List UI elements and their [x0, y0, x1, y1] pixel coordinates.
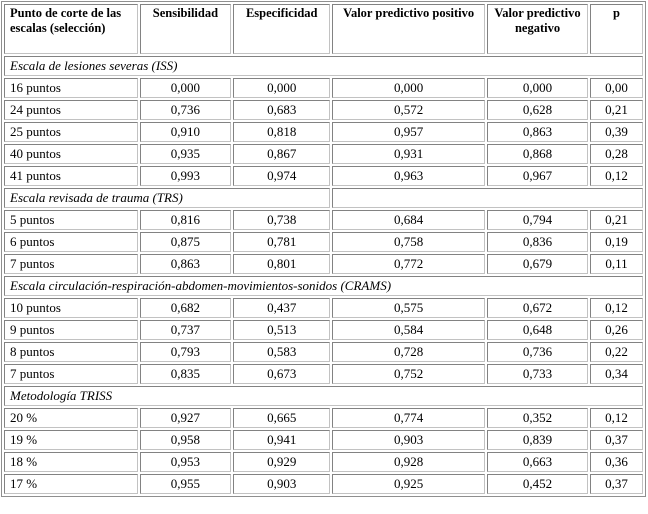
value-cell: 0,801	[233, 254, 330, 274]
value-cell: 0,836	[487, 232, 588, 252]
value-cell: 0,910	[140, 122, 232, 142]
value-cell: 0,684	[332, 210, 485, 230]
value-cell: 0,000	[487, 78, 588, 98]
value-cell: 0,925	[332, 474, 485, 494]
table-row	[4, 408, 643, 428]
value-cell: 0,513	[233, 320, 330, 340]
value-cell: 0,941	[233, 430, 330, 450]
row-label: 7 puntos	[4, 364, 138, 384]
value-cell: 0,673	[233, 364, 330, 384]
value-cell: 0,738	[233, 210, 330, 230]
section-title: Escala circulación-respiración-abdomen-movimientos-sonidos (CRAMS)	[4, 276, 643, 296]
value-cell: 0,927	[140, 408, 232, 428]
row-label: 8 puntos	[4, 342, 138, 362]
section-row	[4, 386, 643, 406]
table-row	[4, 320, 643, 340]
table-row	[4, 78, 643, 98]
value-cell: 0,628	[487, 100, 588, 120]
table-row	[4, 210, 643, 230]
col-header-specificity: Especificidad	[233, 4, 330, 54]
value-cell: 0,958	[140, 430, 232, 450]
section-row	[4, 188, 643, 208]
table-row	[4, 474, 643, 494]
table-row	[4, 298, 643, 318]
row-label: 7 puntos	[4, 254, 138, 274]
value-cell: 0,575	[332, 298, 485, 318]
value-cell: 0,683	[233, 100, 330, 120]
value-cell: 0,34	[590, 364, 643, 384]
value-cell: 0,11	[590, 254, 643, 274]
value-cell: 0,929	[233, 452, 330, 472]
value-cell: 0,36	[590, 452, 643, 472]
value-cell: 0,963	[332, 166, 485, 186]
value-cell: 0,000	[140, 78, 232, 98]
table-row	[4, 430, 643, 450]
value-cell: 0,957	[332, 122, 485, 142]
row-label: 20 %	[4, 408, 138, 428]
row-label: 5 puntos	[4, 210, 138, 230]
section-row	[4, 56, 643, 76]
value-cell: 0,648	[487, 320, 588, 340]
section-title: Metodología TRISS	[4, 386, 643, 406]
value-cell: 0,737	[140, 320, 232, 340]
col-header-sensitivity: Sensibilidad	[140, 4, 232, 54]
value-cell: 0,19	[590, 232, 643, 252]
row-label: 19 %	[4, 430, 138, 450]
value-cell: 0,928	[332, 452, 485, 472]
value-cell: 0,818	[233, 122, 330, 142]
table-row	[4, 452, 643, 472]
value-cell: 0,781	[233, 232, 330, 252]
value-cell: 0,21	[590, 100, 643, 120]
value-cell: 0,572	[332, 100, 485, 120]
value-cell: 0,863	[487, 122, 588, 142]
row-label: 25 puntos	[4, 122, 138, 142]
row-label: 18 %	[4, 452, 138, 472]
col-header-npv: Valor predictivo negativo	[487, 4, 588, 54]
col-header-cutoff: Punto de corte de las escalas (selección)	[4, 4, 138, 54]
value-cell: 0,728	[332, 342, 485, 362]
value-cell: 0,000	[332, 78, 485, 98]
value-cell: 0,931	[332, 144, 485, 164]
value-cell: 0,672	[487, 298, 588, 318]
value-cell: 0,772	[332, 254, 485, 274]
value-cell: 0,816	[140, 210, 232, 230]
row-label: 9 puntos	[4, 320, 138, 340]
value-cell: 0,21	[590, 210, 643, 230]
value-cell: 0,839	[487, 430, 588, 450]
value-cell: 0,903	[332, 430, 485, 450]
value-cell: 0,967	[487, 166, 588, 186]
value-cell: 0,793	[140, 342, 232, 362]
value-cell: 0,736	[487, 342, 588, 362]
section-title: Escala de lesiones severas (ISS)	[4, 56, 643, 76]
value-cell: 0,774	[332, 408, 485, 428]
value-cell: 0,39	[590, 122, 643, 142]
value-cell: 0,935	[140, 144, 232, 164]
row-label: 40 puntos	[4, 144, 138, 164]
value-cell: 0,37	[590, 430, 643, 450]
value-cell: 0,000	[233, 78, 330, 98]
table-row	[4, 232, 643, 252]
value-cell: 0,733	[487, 364, 588, 384]
table-row	[4, 100, 643, 120]
row-label: 24 puntos	[4, 100, 138, 120]
header-row	[4, 4, 643, 54]
value-cell: 0,22	[590, 342, 643, 362]
value-cell: 0,682	[140, 298, 232, 318]
value-cell: 0,974	[233, 166, 330, 186]
value-cell: 0,867	[233, 144, 330, 164]
value-cell: 0,00	[590, 78, 643, 98]
value-cell: 0,736	[140, 100, 232, 120]
value-cell: 0,752	[332, 364, 485, 384]
table-row	[4, 342, 643, 362]
value-cell: 0,12	[590, 298, 643, 318]
value-cell: 0,352	[487, 408, 588, 428]
value-cell: 0,452	[487, 474, 588, 494]
table-row	[4, 364, 643, 384]
row-label: 41 puntos	[4, 166, 138, 186]
value-cell: 0,12	[590, 408, 643, 428]
col-header-p: p	[590, 4, 643, 54]
value-cell: 0,903	[233, 474, 330, 494]
value-cell: 0,665	[233, 408, 330, 428]
col-header-ppv: Valor predictivo positivo	[332, 4, 485, 54]
value-cell: 0,26	[590, 320, 643, 340]
value-cell: 0,953	[140, 452, 232, 472]
value-cell: 0,679	[487, 254, 588, 274]
value-cell: 0,955	[140, 474, 232, 494]
value-cell: 0,583	[233, 342, 330, 362]
section-row	[4, 276, 643, 296]
value-cell: 0,758	[332, 232, 485, 252]
row-label: 16 puntos	[4, 78, 138, 98]
value-cell: 0,584	[332, 320, 485, 340]
table-row	[4, 144, 643, 164]
row-label: 17 %	[4, 474, 138, 494]
value-cell: 0,663	[487, 452, 588, 472]
table-row	[4, 122, 643, 142]
value-cell: 0,835	[140, 364, 232, 384]
value-cell: 0,863	[140, 254, 232, 274]
value-cell: 0,794	[487, 210, 588, 230]
row-label: 10 puntos	[4, 298, 138, 318]
table-row	[4, 254, 643, 274]
value-cell: 0,12	[590, 166, 643, 186]
section-title: Escala revisada de trauma (TRS)	[4, 188, 330, 208]
section-empty-cell	[332, 188, 643, 208]
results-table	[1, 1, 646, 497]
value-cell: 0,28	[590, 144, 643, 164]
value-cell: 0,437	[233, 298, 330, 318]
value-cell: 0,875	[140, 232, 232, 252]
value-cell: 0,993	[140, 166, 232, 186]
table-row	[4, 166, 643, 186]
row-label: 6 puntos	[4, 232, 138, 252]
value-cell: 0,37	[590, 474, 643, 494]
value-cell: 0,868	[487, 144, 588, 164]
